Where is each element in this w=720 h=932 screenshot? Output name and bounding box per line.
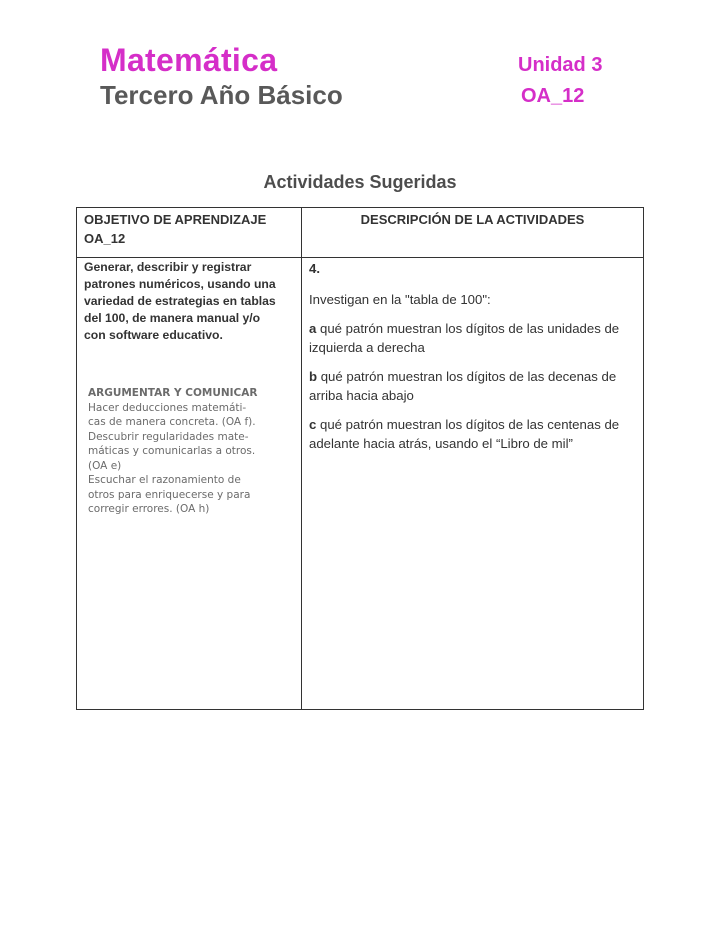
activity-number: 4.	[309, 261, 320, 276]
grade-title: Tercero Año Básico	[100, 80, 343, 110]
activity-intro: Investigan en la "tabla de 100":	[309, 292, 491, 307]
subject-title: Matemática	[100, 42, 278, 78]
objective-line: variedad de estrategias en tablas	[84, 294, 276, 308]
item-text: qué patrón muestran los dígitos de las unidades de izquierda a derecha	[309, 321, 620, 355]
item-text: qué patrón muestran los dígitos de las centenas de adelante hacia atrás, usando el “Libro de mil”	[309, 417, 620, 451]
item-text: qué patrón muestran los dígitos de las decenas de arriba hacia abajo	[309, 369, 617, 403]
activity-item-b	[309, 367, 641, 405]
skills-title: ARGUMENTAR Y COMUNICAR	[88, 387, 258, 399]
skills-line: (OA e)	[88, 459, 122, 472]
skills-line: cas de manera concreta. (OA f).	[88, 416, 256, 428]
column-divider	[301, 208, 302, 709]
objective-header-line2: OA_12	[84, 231, 126, 246]
activities-table	[76, 207, 644, 710]
activity-item-c	[309, 415, 641, 453]
skills-line: otros para enriquecerse y para	[88, 488, 251, 501]
skills-line: Descubrir regularidades mate-	[88, 430, 249, 443]
activity-description	[309, 259, 641, 463]
item-letter: a	[309, 321, 317, 336]
skills-line: corregir errores. (OA h)	[88, 503, 210, 515]
skills-box	[88, 386, 278, 517]
objective-column-header	[84, 210, 296, 248]
objective-line: Generar, describir y registrar	[84, 260, 252, 274]
objective-line: del 100, de manera manual y/o	[84, 311, 261, 325]
activity-item-a	[309, 319, 641, 357]
unit-label: Unidad 3	[518, 54, 603, 76]
skills-line: Escuchar el razonamiento de	[88, 474, 241, 486]
oa-label: OA_12	[521, 85, 585, 107]
row-divider	[77, 257, 643, 258]
description-column-header: DESCRIPCIÓN DE LA ACTIVIDADES	[360, 212, 585, 227]
objective-header-line1: OBJETIVO DE APRENDIZAJE	[84, 212, 267, 227]
objective-line: con software educativo.	[84, 328, 223, 342]
section-heading: Actividades Sugeridas	[263, 172, 457, 192]
skills-line: Hacer deducciones matemáti-	[88, 401, 247, 414]
item-letter: b	[309, 369, 318, 384]
item-letter: c	[309, 417, 317, 432]
skills-line: máticas y comunicarlas a otros.	[88, 445, 256, 457]
objective-line: patrones numéricos, usando una	[84, 277, 276, 291]
objective-text	[84, 259, 296, 344]
